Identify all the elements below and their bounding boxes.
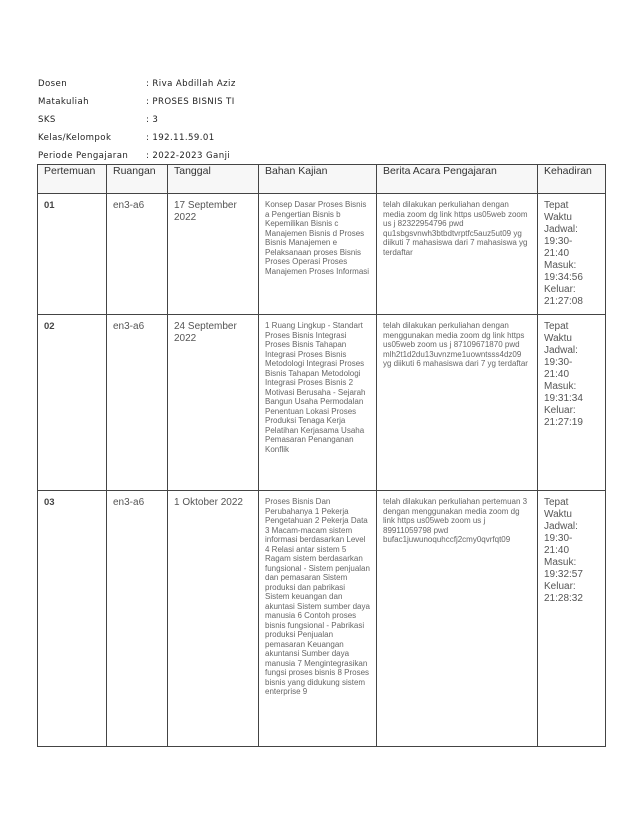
cell-tanggal: 24 September 2022 <box>168 315 259 491</box>
header-kehadiran: Kehadiran <box>538 165 606 194</box>
info-label: Periode Pengajaran <box>38 151 129 161</box>
cell-ruangan: en3-a6 <box>107 491 168 747</box>
hadir-line: 21:28:32 <box>544 593 583 604</box>
hadir-line: Jadwal: <box>544 521 578 532</box>
hadir-line: Waktu <box>544 333 572 344</box>
hadir-line: Keluar: <box>544 284 576 295</box>
table-row <box>38 194 606 315</box>
info-value: : 3 <box>146 115 159 125</box>
table-row <box>38 315 606 491</box>
cell-bahan-kajian: Proses Bisnis Dan Perubahanya 1 Pekerja Pengetahuan 2 Pekerja Data 3 Macam-macam sistem informasi berdasarkan Level 4 Relasi antar sistem 5 Ragam sistem berdasarkan fungsional - Sistem penjualan dan pemasaran Sistem produksi dan pabrikasi Sistem keuangan dan akuntasi Sistem sumber daya manusia 6 Contoh proses bisnis fungsional - Pabrikasi produksi Penjualan pemasaran Keuangan akuntansi Sumber daya manusia 7 Mengintegrasikan fungsi proses bisnis 8 Proses bisnis yang didukung sistem enterprise 9 <box>259 491 377 747</box>
hadir-line: Tepat <box>544 321 569 332</box>
course-info <box>38 77 236 167</box>
cell-ruangan: en3-a6 <box>107 194 168 315</box>
cell-bahan-kajian: Konsep Dasar Proses Bisnis a Pengertian Bisnis b Kepemilikan Bisnis c Manajemen Bisnis d Proses Bisnis Manajemen e Pelaksanaan proses Bisnis Proses Operasi Proses Manajemen Proses Informasi <box>259 194 377 315</box>
cell-berita-acara: telah dilakukan perkuliahan dengan media zoom dg link https us05web zoom us j 82322954796 pwd qu1sbgsvnwh3btbdtvrptfc5auz5ut09 yg diikuti 7 mahasiswa dari 7 mahasiswa yg terdaftar <box>377 194 538 315</box>
cell-pertemuan: 02 <box>38 315 107 491</box>
info-value: : 192.11.59.01 <box>146 133 215 143</box>
hadir-line: Tepat <box>544 497 569 508</box>
cell-kehadiran <box>538 194 606 315</box>
cell-bahan-kajian: 1 Ruang Lingkup - Standart Proses Bisnis Integrasi Proses Bisnis Tahapan Integrasi Proses Bisnis Metodologi Integrasi Proses Bisnis Tahapan Metodologi Integrasi Proses Bisnis 2 Motivasi Berusaha - Sejarah Bangun Usaha Permodalan Penentuan Lokasi Proses Produksi Tenaga Kerja Pelatihan Kerjasama Usaha Pemasaran Penanganan Konflik <box>259 315 377 491</box>
info-label: SKS <box>38 115 56 125</box>
hadir-line: Masuk: <box>544 557 577 568</box>
info-label: Dosen <box>38 79 68 89</box>
cell-pertemuan: 03 <box>38 491 107 747</box>
info-row-dosen <box>38 77 236 95</box>
info-value: : PROSES BISNIS TI <box>146 97 235 107</box>
header-ruangan: Ruangan <box>107 165 168 194</box>
hadir-line: 21:40 <box>544 248 570 259</box>
attendance-table <box>37 164 606 747</box>
hadir-line: Waktu <box>544 509 572 520</box>
info-row-sks <box>38 113 236 131</box>
cell-berita-acara: telah dilakukan perkuliahan pertemuan 3 dengan menggunakan media zoom dg link https us05web zoom us j 89911059798 pwd bufac1juwunoquhccfj2cmy0qvrfqt09 <box>377 491 538 747</box>
cell-kehadiran <box>538 491 606 747</box>
info-value: : 2022-2023 Ganji <box>146 151 231 161</box>
cell-kehadiran <box>538 315 606 491</box>
table-header-row <box>38 165 606 194</box>
hadir-line: 21:40 <box>544 545 570 556</box>
hadir-line: Masuk: <box>544 260 577 271</box>
header-berita-acara: Berita Acara Pengajaran <box>377 165 538 194</box>
cell-berita-acara: telah dilakukan perkuliahan dengan menggunakan media zoom dg link https us05web zoom us j 87109671870 pwd mlh2t1d2du13uvnzme1uowntsss4dz09 yg diikuti 6 mahasiswa dari 7 yg terdaftar <box>377 315 538 491</box>
info-row-matakuliah <box>38 95 236 113</box>
cell-tanggal: 1 Oktober 2022 <box>168 491 259 747</box>
cell-ruangan: en3-a6 <box>107 315 168 491</box>
info-value: : Riva Abdillah Aziz <box>146 79 236 89</box>
header-bahan-kajian: Bahan Kajian <box>259 165 377 194</box>
hadir-line: Keluar: <box>544 405 576 416</box>
hadir-line: Tepat <box>544 200 569 211</box>
header-tanggal: Tanggal <box>168 165 259 194</box>
hadir-line: 21:27:08 <box>544 296 583 307</box>
hadir-line: 19:30- <box>544 533 573 544</box>
header-pertemuan: Pertemuan <box>38 165 107 194</box>
hadir-line: 19:34:56 <box>544 272 583 283</box>
hadir-line: Jadwal: <box>544 345 578 356</box>
hadir-line: Jadwal: <box>544 224 578 235</box>
hadir-line: Keluar: <box>544 581 576 592</box>
info-label: Matakuliah <box>38 97 89 107</box>
hadir-line: 21:27:19 <box>544 417 583 428</box>
hadir-line: 19:32:57 <box>544 569 583 580</box>
hadir-line: Masuk: <box>544 381 577 392</box>
hadir-line: 19:30- <box>544 357 573 368</box>
hadir-line: 19:31:34 <box>544 393 583 404</box>
hadir-line: 19:30- <box>544 236 573 247</box>
hadir-line: Waktu <box>544 212 572 223</box>
table-row <box>38 491 606 747</box>
cell-pertemuan: 01 <box>38 194 107 315</box>
hadir-line: 21:40 <box>544 369 570 380</box>
info-row-kelas <box>38 131 236 149</box>
cell-tanggal: 17 September 2022 <box>168 194 259 315</box>
info-label: Kelas/Kelompok <box>38 133 112 143</box>
